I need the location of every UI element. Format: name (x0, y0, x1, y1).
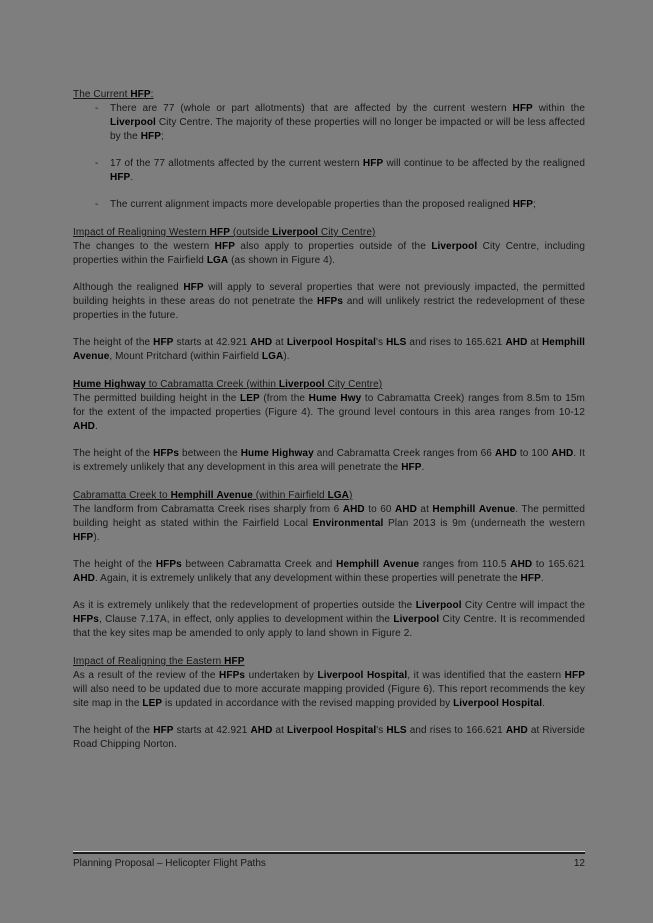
paragraph: As a result of the review of the HFPs undertaken by Liverpool Hospital, it was identified that the eastern HFP will also need to be updated due to more accurate mapping provided (Figure 6). This report recommends the key site map in the LEP is updated in accordance with the revised mapping provided by Liverpool Hospital. (73, 670, 585, 709)
paragraph: The height of the HFP starts at 42.921 AHD at Liverpool Hospital's HLS and rises to 166.621 AHD at Riverside Road Chipping Norton. (73, 725, 585, 750)
bullet-item: - There are 77 (whole or part allotments) that are affected by the current western HFP within the Liverpool City Centre. The majority of these properties will no longer be impacted or will be less affected by the HFP; (73, 102, 585, 144)
footer-page-number: 12 (573, 858, 585, 869)
section-heading: Impact of Realigning the Eastern HFP (73, 656, 245, 667)
bullet-item: - 17 of the 77 allotments affected by the current western HFP will continue to be affected by the realigned HFP. (73, 157, 585, 185)
paragraph: As it is extremely unlikely that the redevelopment of properties outside the Liverpool City Centre will impact the HFPs, Clause 7.17A, in effect, only applies to development within the Liverpool City Centre. It is recommended that the key sites map be amended to only apply to land shown in Figure 2. (73, 600, 585, 639)
footer-row (73, 857, 585, 870)
bullet-list (73, 102, 585, 212)
footer-title: Planning Proposal – Helicopter Flight Paths (73, 858, 266, 869)
paragraph: The permitted building height in the LEP (from the Hume Hwy to Cabramatta Creek) ranges from 8.5m to 15m for the extent of the impacted properties (Figure 4). The ground level contours in this area ranges from 10-12 AHD. (73, 393, 585, 432)
bullet-item: - The current alignment impacts more developable properties than the proposed realigned HFP; (73, 198, 585, 212)
paragraph: The height of the HFPs between Cabramatta Creek and Hemphill Avenue ranges from 110.5 AHD to 165.621 AHD. Again, it is extremely unlikely that any development within these properties will penetrate the HFP. (73, 559, 585, 584)
paragraph: Although the realigned HFP will apply to several properties that were not previously impacted, the permitted building heights in these areas do not penetrate the HFPs and will unlikely restrict the redevelopment of these properties in the future. (73, 282, 586, 321)
paragraph: The changes to the western HFP also apply to properties outside of the Liverpool City Centre, including properties within the Fairfield LGA (as shown in Figure 4). (73, 241, 586, 266)
paragraph: The landform from Cabramatta Creek rises sharply from 6 AHD to 60 AHD at Hemphill Avenue. The permitted building height as stated within the Fairfield Local Environmental Plan 2013 is 9m (underneath the western HFP). (73, 504, 585, 543)
section-heading: The Current HFP: (73, 89, 154, 100)
footer-rule (73, 851, 585, 854)
paragraph: The height of the HFPs between the Hume Highway and Cabramatta Creek ranges from 66 AHD to 100 AHD. It is extremely unlikely that any development in this area will penetrate the HFP. (73, 448, 585, 473)
section-heading: Impact of Realigning Western HFP (outside Liverpool City Centre) (73, 227, 376, 238)
paragraph: The height of the HFP starts at 42.921 AHD at Liverpool Hospital's HLS and rises to 165.621 AHD at Hemphill Avenue, Mount Pritchard (within Fairfield LGA). (73, 337, 586, 362)
page-footer (73, 851, 585, 870)
section-heading: Cabramatta Creek to Hemphill Avenue (within Fairfield LGA) (73, 490, 353, 501)
section-heading: Hume Highway to Cabramatta Creek (within Liverpool City Centre) (73, 379, 383, 390)
document-content (73, 88, 585, 752)
